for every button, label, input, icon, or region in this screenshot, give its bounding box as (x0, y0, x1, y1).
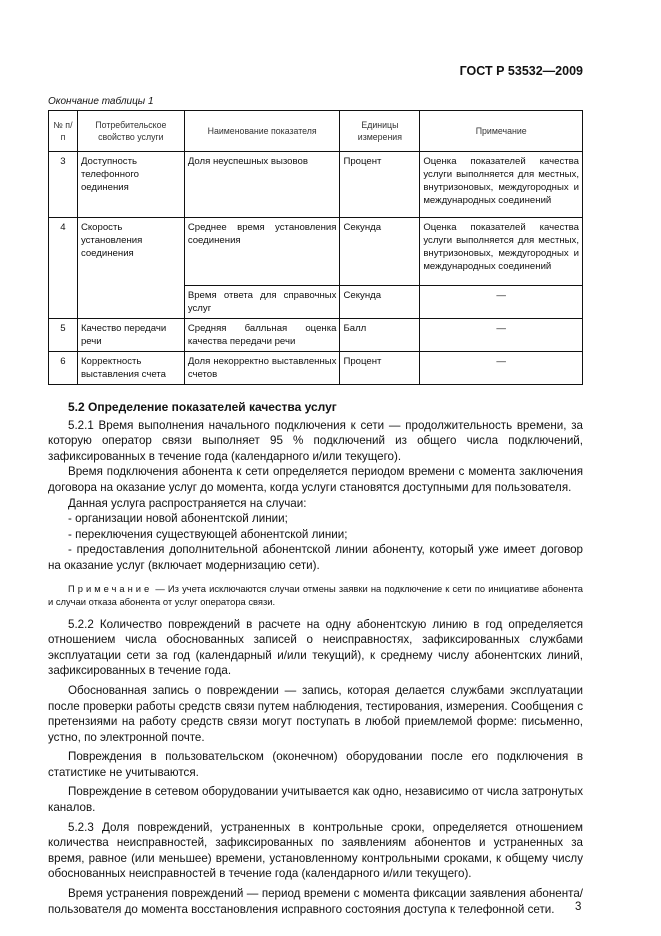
cell-num: 4 (49, 218, 78, 319)
note-label: Примечание (68, 582, 153, 594)
section-heading: 5.2 Определение показателей качества услуг (68, 400, 337, 414)
cell-num: 6 (49, 352, 78, 385)
table-header-row (49, 111, 583, 152)
cell-indicator: Доля некорректно выставленных счетов (184, 352, 340, 385)
list-item: - организации новой абонентской линии; (68, 512, 288, 526)
paragraph: Время устранения повреждений — период времени с момента фиксации заявления абонента/пользователя до момента восстановления исправного состояния доступа к телефонной сети. (48, 887, 583, 916)
paragraph: Время подключения абонента к сети определяется периодом времени с момента заключения договора на оказание услуг до момента, когда услуги становятся доступными для пользователя. (48, 465, 583, 494)
cell-unit: Балл (340, 319, 420, 352)
cell-property: Корректность выставления счета (77, 352, 184, 385)
paragraph: 5.2.3 Доля повреждений, устраненных в контрольные сроки, определяется отношением количества неисправностей, зафиксированных по заявлениям абонентов и устраненных за время, равное (или меньшее) времени, установленному контрольными сроками, к общему числу обоснованных неисправностей в течение года (календарного и/или текущего). (48, 820, 583, 881)
note (48, 582, 583, 608)
paragraph: 5.2.2 Количество повреждений в расчете на одну абонентскую линию в год определяется отношением числа обоснованных записей о неисправностях, зафиксированных службами эксплуатации сети за год (календарный и/или текущий), к среднему числу абонентских линий, зафиксированных в течение года. (48, 617, 583, 678)
section-body (48, 400, 583, 917)
cell-unit: Секунда (340, 218, 420, 286)
column-header: Единицы измерения (340, 111, 420, 152)
table-caption: Окончание таблицы 1 (48, 96, 154, 107)
table-row (49, 319, 583, 352)
table-row (49, 152, 583, 218)
cell-num: 3 (49, 152, 78, 218)
cell-note: Оценка показателей качества услуги выполняется для местных, внутризоновых, междугородных и международных соединений (420, 152, 583, 218)
cell-note: — (420, 286, 583, 319)
cell-note: — (420, 319, 583, 352)
table-row (49, 352, 583, 385)
cell-num: 5 (49, 319, 78, 352)
column-header: Примечание (420, 111, 583, 152)
paragraph: Обоснованная запись о повреждении — запись, которая делается службами эксплуатации после проверки работы средств связи путем наблюдения, тестирования, измерения. Сообщения с претензиями на работу средств связи могут поступать в любой приемлемой форме: письменно, устно, по электронной почте. (48, 683, 583, 744)
cell-indicator: Средняя балльная оценка качества передачи речи (184, 319, 340, 352)
cell-note: — (420, 352, 583, 385)
cell-indicator: Доля неуспешных вызовов (184, 152, 340, 218)
list-item: - предоставления дополнительной абонентской линии абоненту, который уже имеет договор на оказание услуг (включает модернизацию сети). (48, 543, 583, 572)
cell-unit: Процент (340, 152, 420, 218)
paragraph: Повреждения в пользовательском (оконечном) оборудовании после его подключения в статистике не учитываются. (48, 750, 583, 779)
list-item: - переключения существующей абонентской линии; (68, 527, 348, 541)
column-header: Наименование показателя (184, 111, 340, 152)
cell-indicator: Время ответа для справочных услуг (184, 286, 340, 319)
table-row (49, 218, 583, 286)
cell-property: Скорость установления соединения (77, 218, 184, 319)
cell-note: Оценка показателей качества услуги выполняется для местных, внутризоновых, междугородных и международных соединений (420, 218, 583, 286)
column-header: № п/п (49, 111, 78, 152)
page-number: 3 (575, 901, 582, 913)
cell-property: Качество передачи речи (77, 319, 184, 352)
paragraph: Повреждение в сетевом оборудовании учитывается как одно, независимо от числа затронутых каналов. (48, 785, 583, 815)
cell-unit: Секунда (340, 286, 420, 319)
cell-indicator: Среднее время установления соединения (184, 218, 340, 286)
note-text: — Из учета исключаются случаи отмены заявки на подключение к сети по инициативе абонента и случаи отказа абонента от услуг оператора связи. (48, 582, 583, 607)
cell-property: Доступность телефонного оединения (77, 152, 184, 218)
indicators-table (48, 110, 583, 385)
column-header: Потребительское свойство услуги (77, 111, 184, 152)
paragraph: 5.2.1 Время выполнения начального подключения к сети — продолжительность времени, за которую оператор связи выполняет 95 % подключений из общего числа подключений, зафиксированных в течение года (календарного и/или текущего). (48, 418, 583, 463)
paragraph: Данная услуга распространяется на случаи: (68, 496, 307, 510)
cell-unit: Процент (340, 352, 420, 385)
document-header: ГОСТ Р 53532—2009 (459, 64, 583, 78)
